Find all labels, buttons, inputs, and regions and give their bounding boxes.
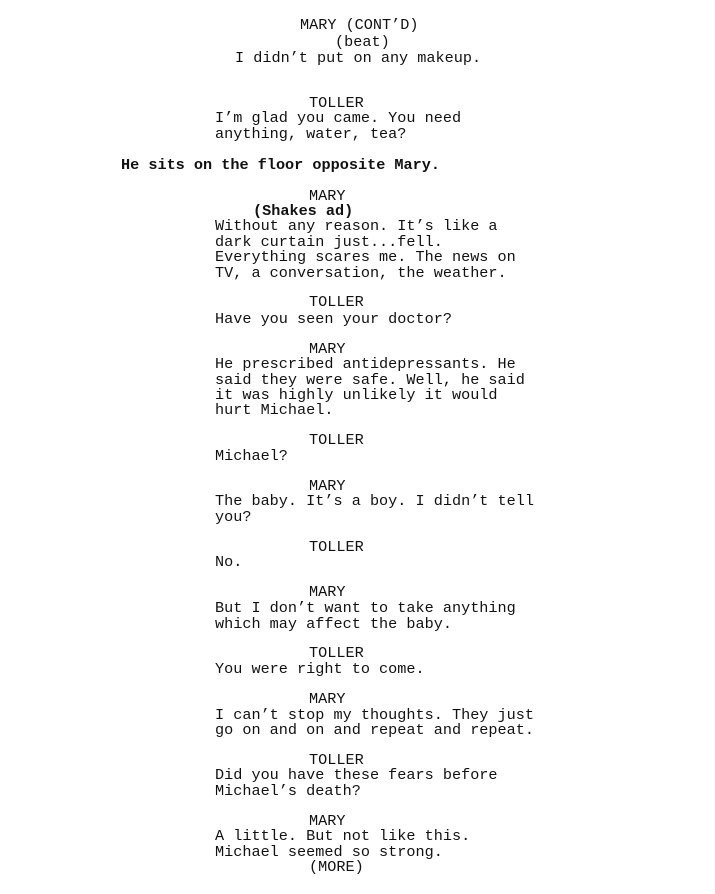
character-cue: MARY — [309, 477, 346, 495]
dialogue-line: I can’t stop my thoughts. They just — [215, 706, 534, 724]
dialogue-line: go on and on and repeat and repeat. — [215, 721, 534, 739]
dialogue-line: I’m glad you came. You need — [215, 109, 462, 127]
dialogue-line: said they were safe. Well, he said — [215, 371, 525, 389]
parenthetical: (Shakes ad) — [253, 202, 354, 220]
character-cue: TOLLER — [309, 293, 364, 311]
dialogue-line: Did you have these fears before — [215, 766, 498, 784]
action-line: He sits on the floor opposite Mary. — [121, 156, 440, 174]
dialogue-line: Have you seen your doctor? — [215, 310, 452, 328]
character-cue: TOLLER — [309, 751, 364, 769]
dialogue-line: hurt Michael. — [215, 401, 334, 419]
dialogue-line: The baby. It’s a boy. I didn’t tell — [215, 492, 534, 510]
dialogue-line: He prescribed antidepressants. He — [215, 355, 516, 373]
character-cue: MARY (CONT’D) — [300, 16, 419, 34]
dialogue-line: Everything scares me. The news on — [215, 248, 516, 266]
dialogue-line: You were right to come. — [215, 660, 425, 678]
dialogue-line: it was highly unlikely it would — [215, 386, 498, 404]
dialogue-line: Without any reason. It’s like a — [215, 217, 498, 235]
character-cue: TOLLER — [309, 94, 364, 112]
character-cue: TOLLER — [309, 431, 364, 449]
dialogue-line: A little. But not like this. — [215, 827, 471, 845]
dialogue-line: anything, water, tea? — [215, 125, 407, 143]
character-cue: TOLLER — [309, 644, 364, 662]
dialogue-line: Michael seemed so strong. — [215, 843, 443, 861]
more-marker: (MORE) — [309, 858, 364, 876]
dialogue-line: Michael? — [215, 447, 288, 465]
character-cue: MARY — [309, 690, 346, 708]
dialogue-line: No. — [215, 553, 243, 571]
character-cue: MARY — [309, 340, 346, 358]
dialogue-line: But I don’t want to take anything — [215, 599, 516, 617]
dialogue-line: TV, a conversation, the weather. — [215, 264, 507, 282]
character-cue: MARY — [309, 187, 346, 205]
dialogue-line: you? — [215, 508, 252, 526]
dialogue-line: Michael’s death? — [215, 782, 361, 800]
dialogue-line: which may affect the baby. — [215, 615, 452, 633]
character-cue: MARY — [309, 583, 346, 601]
parenthetical: (beat) — [335, 33, 390, 51]
character-cue: TOLLER — [309, 538, 364, 556]
dialogue-line: I didn’t put on any makeup. — [235, 49, 482, 67]
character-cue: MARY — [309, 812, 346, 830]
dialogue-line: dark curtain just...fell. — [215, 233, 443, 251]
